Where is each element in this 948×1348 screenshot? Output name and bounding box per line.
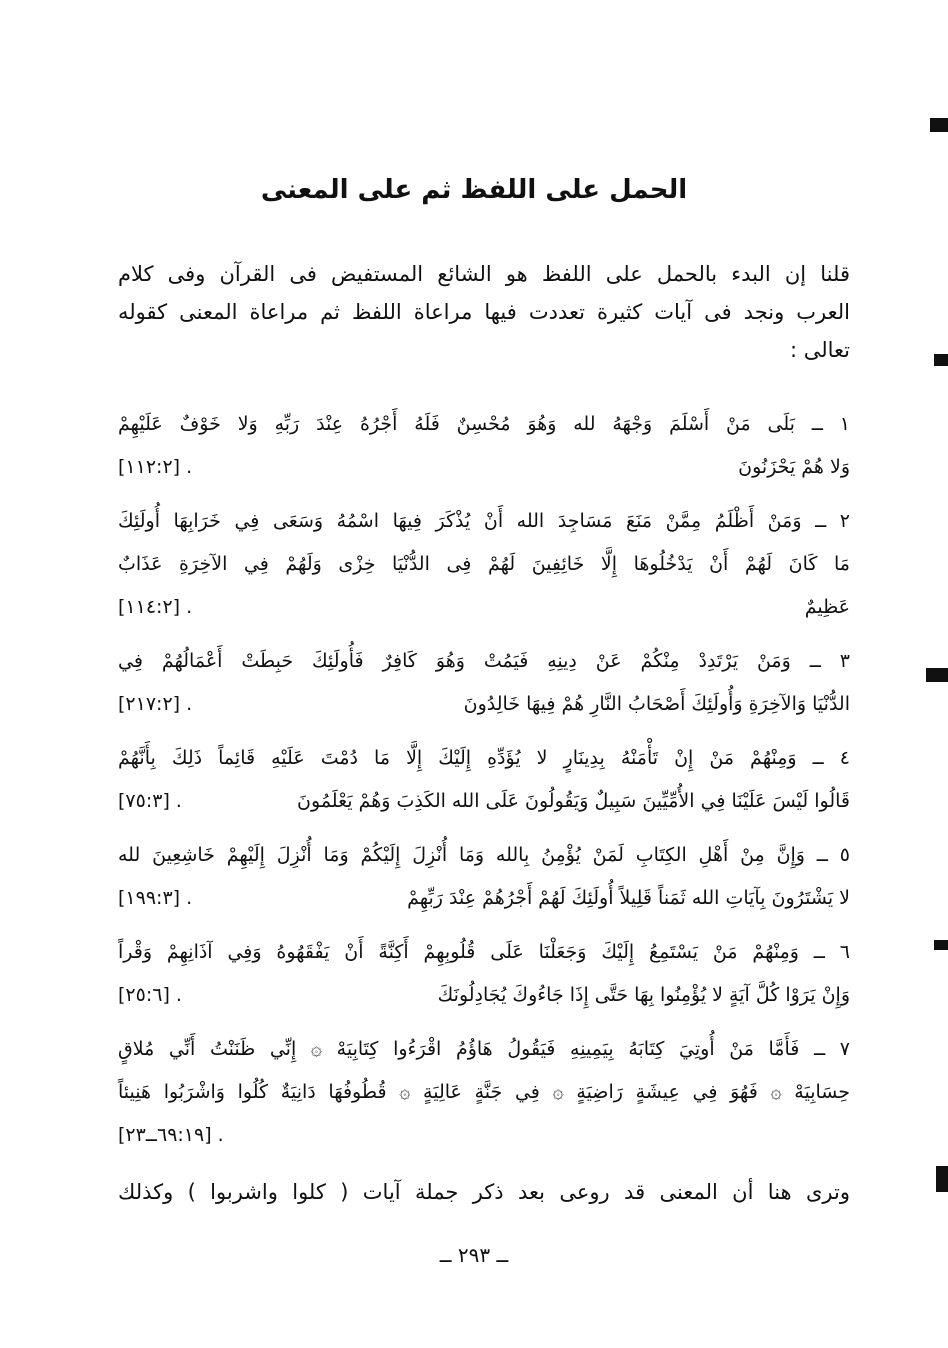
- verse-reference: [٢٥:٦] .: [118, 984, 182, 1006]
- closing-line: وترى هنا أن المعنى قد روعى بعد ذكر جملة آيات ( كلوا واشربوا ) وكذلك: [118, 1180, 850, 1204]
- verse-line: ٢ ــ وَمَنْ أَظْلَمُ مِمَّنْ مَنَعَ مَسَاجِدَ الله أَنْ يُذْكَرَ فِيهَا اسْمُهُ وَسَعَى فِي خَرَابِهَا أُولَئِكَ: [118, 510, 850, 532]
- verse-line: ٣ ــ وَمَنْ يَرْتَدِدْ مِنْكُمْ عَنْ دِينِهِ فَيَمُتْ وَهُوَ كَافِرٌ فَأُولَئِكَ حَبِطَتْ أَعْمَالُهُمْ فِي: [118, 650, 850, 672]
- scan-edge-mark: [930, 118, 948, 132]
- closing-paragraph: [118, 1173, 850, 1211]
- intro-paragraph: [118, 255, 850, 369]
- verse-last-line: [118, 877, 850, 920]
- verse-line-text: الدُّنْيَا وَالآخِرَةِ وَأُولَئِكَ أَصْحَابُ النَّارِ هُمْ فِيهَا خَالِدُونَ: [463, 693, 850, 715]
- verse-last-line: [118, 780, 850, 823]
- verse-item: [118, 931, 850, 1017]
- verse-last-line: [118, 974, 850, 1017]
- verse-last-line: [118, 446, 850, 489]
- verse-line: ٧ ــ فَأَمَّا مَنْ أُوتِيَ كِتَابَهُ بِيَمِينِهِ فَيَقُولُ هَاؤُمُ اقْرَءُوا كِتَابِيَهْ ۞ إِنِّي ظَنَنْتُ أَنِّي مُلاقٍ: [118, 1038, 850, 1060]
- scan-edge-mark: [934, 940, 948, 950]
- verse-line: ٤ ــ وَمِنْهُمْ مَنْ إِنْ تَأْمَنْهُ بِدِينَارٍ لا يُؤَدِّهِ إِلَيْكَ إِلَّا مَا دُمْتَ عَلَيْهِ قَائِماً ذَلِكَ بِأَنَّهُمْ: [118, 747, 850, 769]
- intro-line: قلنا إن البدء بالحمل على اللفظ هو الشائع المستفيض فى القرآن وفى كلام: [118, 262, 850, 286]
- intro-line: تعالى :: [789, 338, 850, 362]
- verse-item: [118, 640, 850, 726]
- intro-line: العرب ونجد فى آيات كثيرة تعددت فيها مراعاة اللفظ ثم مراعاة المعنى كقوله: [118, 300, 850, 324]
- verse-line: ١ ــ بَلَى مَنْ أَسْلَمَ وَجْهَهُ لله وَهُوَ مُحْسِنٌ فَلَهُ أَجْرُهُ عِنْدَ رَبِّهِ وَلا خَوْفٌ عَلَيْهِمْ: [118, 413, 850, 435]
- scan-edge-mark: [926, 668, 948, 682]
- verse-reference: [١١٢:٢] .: [118, 456, 193, 478]
- verse-reference: [٦٩:١٩ــ٢٣] .: [118, 1124, 224, 1146]
- verse-line: ٥ ــ وَإِنَّ مِنْ أَهْلِ الكِتَابِ لَمَنْ يُؤْمِنُ بِالله وَمَا أُنْزِلَ إِلَيْكُمْ وَمَا أُنْزِلَ إِلَيْهِمْ خَاشِعِينَ لله: [118, 844, 850, 866]
- verse-line-text: قَالُوا لَيْسَ عَلَيْنَا فِي الأُمِّيِّينَ سَبِيلٌ وَيَقُولُونَ عَلَى الله الكَذِبَ وَهُمْ يَعْلَمُونَ: [297, 790, 850, 812]
- verse-line-text: وَلا هُمْ يَحْزَنُونَ: [738, 456, 850, 478]
- scan-edge-mark: [936, 1166, 948, 1192]
- verse-line-text: لا يَشْتَرُونَ بِآيَاتِ الله ثَمَناً قَلِيلاً أُولَئِكَ لَهُمْ أَجْرُهُمْ عِنْدَ رَبِّهِمْ: [407, 887, 850, 909]
- verse-item: [118, 834, 850, 920]
- page-number: ــ ٢٩٣ ــ: [439, 1243, 509, 1267]
- verse-reference: [١٩٩:٣] .: [118, 887, 193, 909]
- verse-line-text: عَظِيمٌ: [804, 596, 850, 618]
- page-title: الحمل على اللفظ ثم على المعنى: [260, 175, 688, 205]
- verse-reference: [٧٥:٣] .: [118, 790, 182, 812]
- verse-item: [118, 403, 850, 489]
- verse-last-line: [118, 586, 850, 629]
- verse-item: [118, 1028, 850, 1146]
- scan-edge-mark: [934, 354, 948, 366]
- verse-line: حِسَابِيَهْ ۞ فَهُوَ فِي عِيشَةٍ رَاضِيَةٍ ۞ فِي جَنَّةٍ عَالِيَةٍ ۞ قُطُوفُهَا دَانِيَةٌ كُلُوا وَاشْرَبُوا هَنِيئاً: [118, 1081, 850, 1103]
- verse-line: مَا كَانَ لَهُمْ أَنْ يَدْخُلُوهَا إِلَّا خَائِفِينَ لَهُمْ فِى الدُّنْيَا خِزْى وَلَهُمْ فِي الآخِرَةِ عَذَابٌ: [118, 553, 850, 575]
- verse-list: [118, 403, 850, 1146]
- verse-line-text: وَإِنْ يَرَوْا كُلَّ آيَةٍ لا يُؤْمِنُوا بِهَا حَتَّى إِذَا جَاءُوكَ يُجَادِلُونَكَ: [437, 984, 850, 1006]
- verse-reference: [٢١٧:٢] .: [118, 693, 193, 715]
- verse-reference: [١١٤:٢] .: [118, 596, 193, 618]
- verse-item: [118, 500, 850, 629]
- verse-line: ٦ ــ وَمِنْهُمْ مَنْ يَسْتَمِعُ إِلَيْكَ وَجَعَلْنَا عَلَى قُلُوبِهِمْ أَكِنَّةً أَنْ يَفْقَهُوهُ وَفِي آذَانِهِمْ وَقْراً: [118, 941, 850, 963]
- verse-last-line: [118, 683, 850, 726]
- verse-item: [118, 737, 850, 823]
